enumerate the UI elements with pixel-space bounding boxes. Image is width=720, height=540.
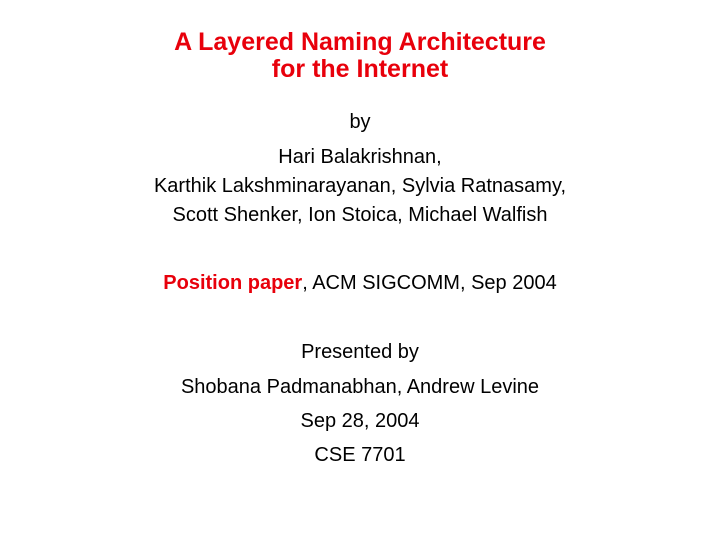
author-line-3: Scott Shenker, Ion Stoica, Michael Walfish <box>172 204 548 226</box>
venue-highlight: Position paper <box>163 272 303 294</box>
author-line-1: Hari Balakrishnan, <box>278 146 442 168</box>
author-line-2: Karthik Lakshminarayanan, Sylvia Ratnasamy, <box>153 175 567 197</box>
venue-line <box>0 271 720 295</box>
slide-title-line-2: for the Internet <box>271 55 449 83</box>
presentation-date: Sep 28, 2004 <box>300 410 420 432</box>
venue-detail: , ACM SIGCOMM, Sep 2004 <box>302 272 557 294</box>
slide-title-line-1: A Layered Naming Architecture <box>174 28 546 56</box>
presented-by-label: Presented by <box>301 341 419 363</box>
by-label: by <box>349 111 371 133</box>
course-code: CSE 7701 <box>314 444 406 466</box>
presenters: Shobana Padmanabhan, Andrew Levine <box>180 376 540 398</box>
